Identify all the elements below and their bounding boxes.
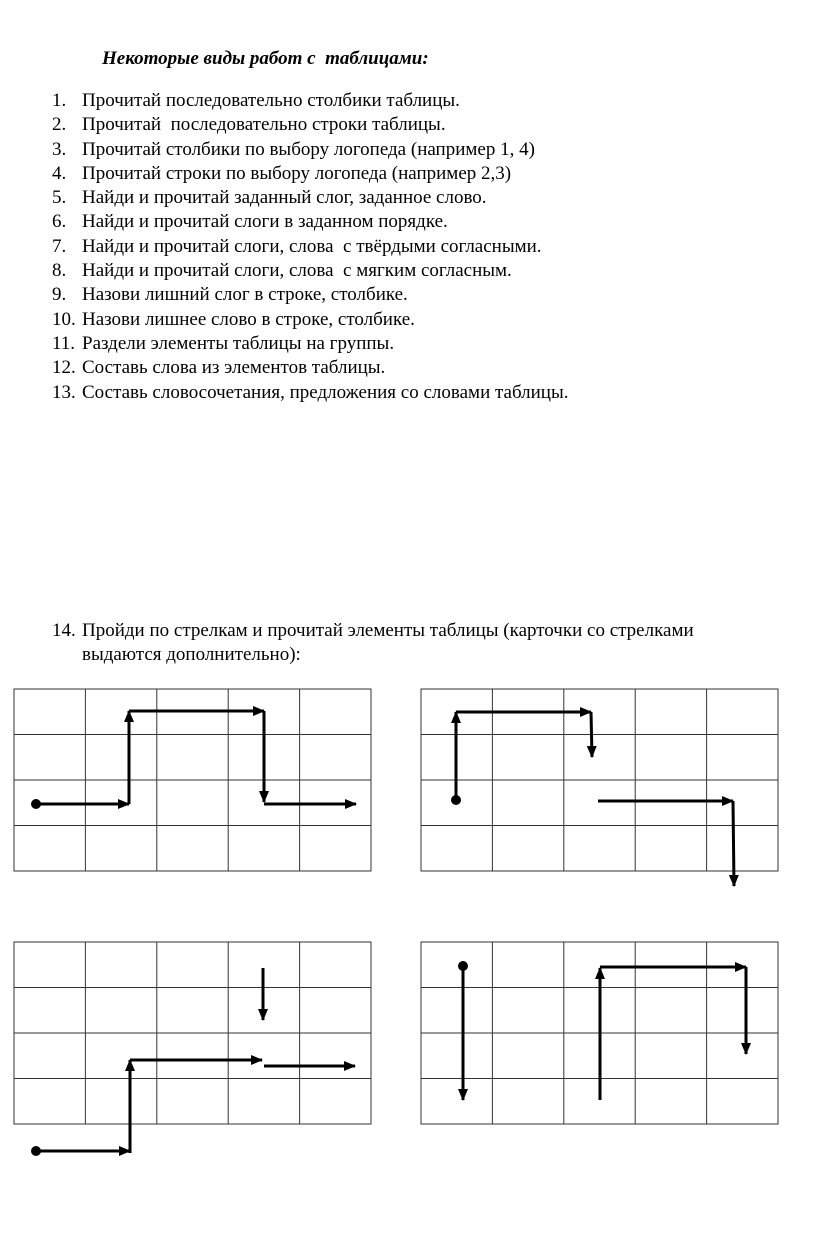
task-number: 11. <box>52 332 76 354</box>
task-number: 1. <box>52 90 67 111</box>
task-text: Найди и прочитай слоги, слова с мягким согласным. <box>82 260 512 282</box>
task-text: Прочитай последовательно строки таблицы. <box>82 114 446 136</box>
task-text: Назови лишний слог в строке, столбике. <box>82 284 408 306</box>
task-number: 9. <box>52 284 67 306</box>
task-text: Прочитай последовательно столбики таблицы. <box>82 90 460 111</box>
task-text: Прочитай столбики по выбору логопеда (например 1, 4) <box>82 138 535 160</box>
task-number: 10. <box>52 308 76 330</box>
task-number: 6. <box>52 211 67 233</box>
task-number: 13. <box>52 381 76 403</box>
task-number: 7. <box>52 235 67 257</box>
task-number: 8. <box>52 260 67 282</box>
task-number: 5. <box>52 187 67 209</box>
task-text: Прочитай строки по выбору логопеда (например 2,3) <box>82 162 512 184</box>
task-text: Составь словосочетания, предложения со словами таблицы. <box>82 381 569 403</box>
task-number: 12. <box>52 357 76 379</box>
task-text: Раздели элементы таблицы на группы. <box>82 332 395 354</box>
task-text: Найди и прочитай слоги, слова с твёрдыми согласными. <box>82 235 542 257</box>
task-text: Найди и прочитай заданный слог, заданное слово. <box>82 187 487 209</box>
task-text: Составь слова из элементов таблицы. <box>82 357 386 379</box>
page-title: Некоторые виды работ с таблицами: <box>102 48 429 69</box>
arrow-card-1 <box>14 689 371 871</box>
task-text: Назови лишнее слово в строке, столбике. <box>82 308 415 330</box>
card-paths <box>31 711 746 1156</box>
arrow <box>733 801 734 886</box>
task-number: 4. <box>52 162 67 184</box>
arrow-card-2 <box>421 689 778 871</box>
task-number: 2. <box>52 114 67 136</box>
task-number: 3. <box>52 138 67 160</box>
arrow <box>591 712 592 757</box>
task-text: Найди и прочитай слоги в заданном порядке. <box>82 211 448 233</box>
task-number: 14. <box>52 620 76 641</box>
arrow-card-3 <box>14 942 371 1124</box>
task-text: Пройди по стрелкам и прочитай элементы таблицы (карточки со стрелками выдаются дополнительно): <box>82 620 694 666</box>
